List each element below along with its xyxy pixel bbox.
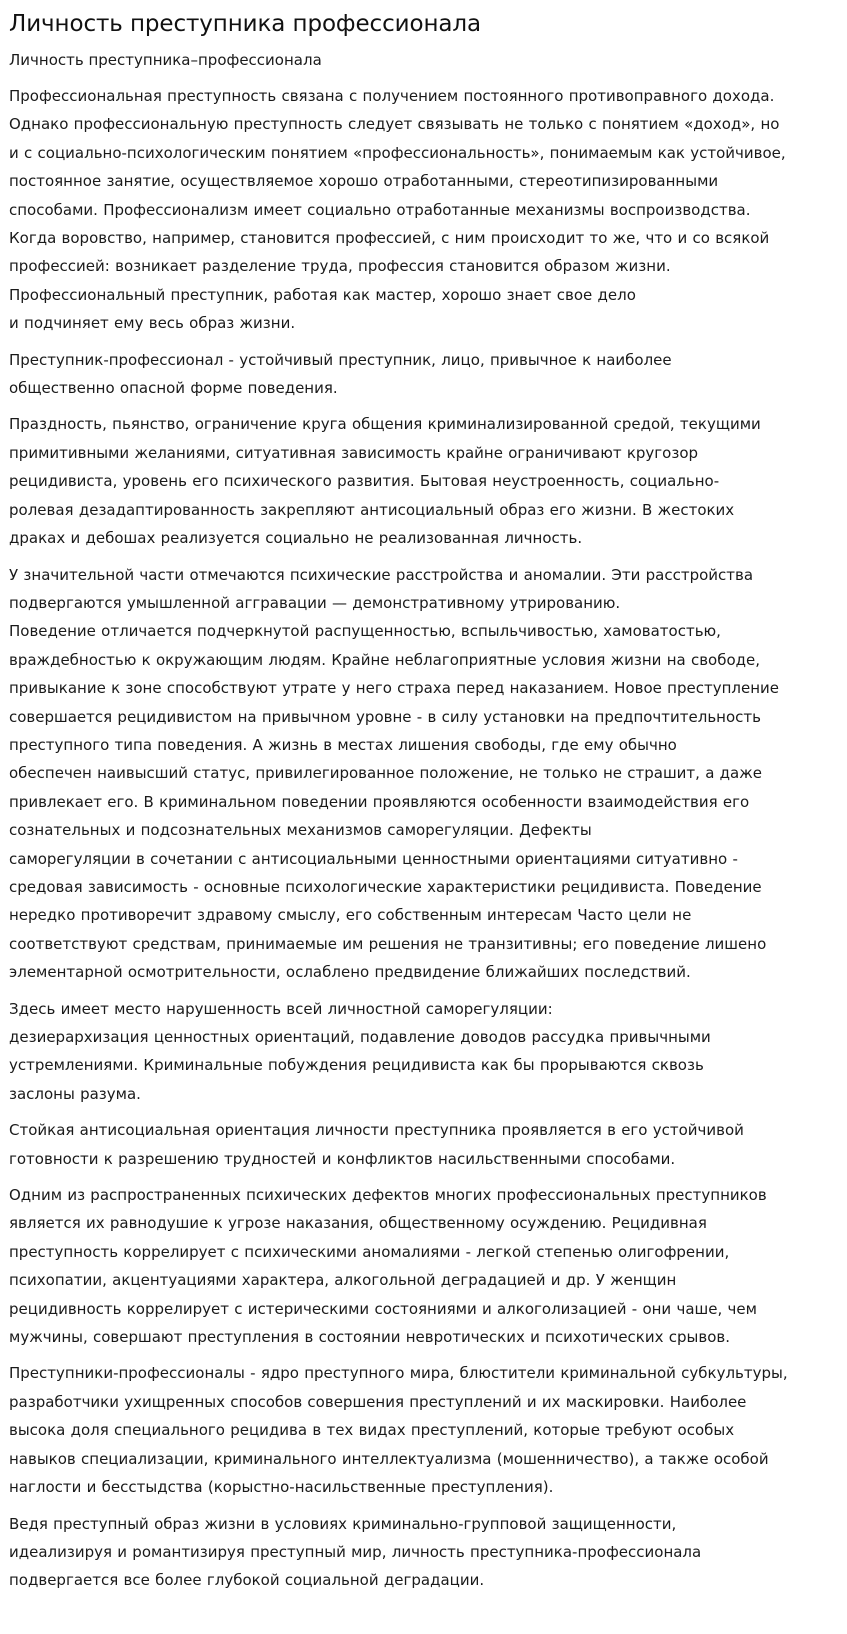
paragraph-line: мужчины, совершают преступления в состоянии невротических и психотических срывов. — [9, 1328, 730, 1347]
paragraph — [9, 1116, 838, 1173]
paragraph-line: подвергается все более глубокой социальной деградации. — [9, 1571, 485, 1590]
paragraph-line: способами. Профессионализм имеет социально отработанные механизмы воспроизводства. — [9, 200, 751, 219]
paragraph-line: враждебностью к окружающим людям. Крайне неблагоприятные условия жизни на свободе, — [9, 650, 761, 669]
paragraph-line: идеализируя и романтизируя преступный мир, личность преступника-профессионала — [9, 1542, 702, 1561]
paragraph-line: драках и дебошах реализуется социально не реализованная личность. — [9, 529, 583, 548]
paragraph-line: обеспечен наивысший статус, привилегированное положение, не только не страшит, а даже — [9, 764, 762, 783]
paragraph — [9, 346, 838, 403]
paragraph-line: привыкание к зоне способствуют утрате у него страха перед наказанием. Новое преступление — [9, 679, 779, 698]
paragraph-line: нередко противоречит здравому смыслу, его собственным интересам Часто цели не — [9, 906, 692, 925]
paragraph-line: преступного типа поведения. А жизнь в местах лишения свободы, где ему обычно — [9, 735, 677, 754]
paragraph-line: Профессиональный преступник, работая как мастер, хорошо знает свое дело — [9, 285, 636, 304]
paragraph — [9, 561, 838, 987]
paragraph — [9, 82, 838, 338]
paragraph-line: рецидивиста, уровень его психического развития. Бытовая неустроенность, социально- — [9, 472, 720, 491]
paragraph-line: Ведя преступный образ жизни в условиях криминально-групповой защищенности, — [9, 1514, 677, 1533]
paragraph — [9, 995, 838, 1109]
paragraph-line: Одним из распространенных психических дефектов многих профессиональных преступников — [9, 1186, 767, 1205]
paragraph-line: дезиерархизация ценностных ориентаций, подавление доводов рассудка привычными — [9, 1028, 711, 1046]
paragraph-line: навыков специализации, криминального интеллектуализма (мошенничество), а также особой — [9, 1449, 769, 1468]
paragraph-line: является их равнодушие к угрозе наказания, общественному осуждению. Рецидивная — [9, 1214, 707, 1233]
paragraph-line: Здесь имеет место нарушенность всей личностной саморегуляции: — [9, 999, 553, 1018]
paragraph-line: заслоны разума. — [9, 1084, 141, 1103]
paragraph-line: соответствуют средствам, принимаемые им решения не транзитивны; его поведение лишено — [9, 934, 767, 953]
paragraph-line: и подчиняет ему весь образ жизни. — [9, 314, 296, 333]
paragraph-line: психопатии, акцентуациями характера, алкогольной деградацией и др. У женщин — [9, 1271, 677, 1290]
paragraph-line: У значительной части отмечаются психические расстройства и аномалии. Эти расстройства — [9, 565, 754, 584]
article-body — [9, 82, 838, 1595]
paragraph-line: преступность коррелирует с психическими аномалиями - легкой степенью олигофрении, — [9, 1242, 730, 1261]
paragraph-line: Преступник-профессионал - устойчивый преступник, лицо, привычное к наиболее — [9, 350, 672, 369]
paragraph — [9, 1359, 838, 1501]
paragraph-line: ролевая дезадаптированность закрепляют антисоциальный образ его жизни. В жестоких — [9, 500, 735, 519]
page-subtitle: Личность преступника–профессионала — [9, 51, 322, 69]
paragraph-line: Профессиональная преступность связана с получением постоянного противоправного дохода. — [9, 87, 775, 105]
page-title: Личность преступника профессионала — [9, 11, 481, 37]
paragraph-line: саморегуляции в сочетании с антисоциальными ценностными ориентациями ситуативно - — [9, 849, 738, 868]
paragraph-line: разработчики ухищренных способов совершения преступлений и их маскировки. Наиболее — [9, 1392, 747, 1411]
paragraph — [9, 410, 838, 552]
paragraph-line: подвергаются умышленной аггравации — демонстративному утрированию. — [9, 593, 621, 612]
paragraph-line: Праздность, пьянство, ограничение круга общения криминализированной средой, текущими — [9, 415, 761, 434]
paragraph-line: постоянное занятие, осуществляемое хорошо отработанными, стереотипизированными — [9, 172, 719, 191]
paragraph-line: профессией: возникает разделение труда, профессия становится образом жизни. — [9, 257, 671, 276]
paragraph-line: рецидивность коррелирует с истерическими состояниями и алкоголизацией - они чаше, чем — [9, 1299, 757, 1318]
paragraph-line: элементарной осмотрительности, ослаблено предвидение ближайших последствий. — [9, 963, 691, 982]
paragraph-line: Поведение отличается подчеркнутой распущенностью, вспыльчивостью, хамоватостью, — [9, 622, 721, 641]
paragraph-line: устремлениями. Криминальные побуждения рецидивиста как бы прорываются сквозь — [9, 1056, 704, 1075]
paragraph-line: и с социально-психологическим понятием «профессиональность», понимаемым как устойчивое, — [9, 143, 786, 162]
paragraph — [9, 1510, 838, 1595]
paragraph-line: совершается рецидивистом на привычном уровне - в силу установки на предпочтительность — [9, 707, 761, 726]
paragraph-line: Когда воровство, например, становится профессией, с ним происходит то же, что и со всякой — [9, 229, 770, 248]
paragraph-line: Преступники-профессионалы - ядро преступного мира, блюстители криминальной субкультуры, — [9, 1364, 788, 1383]
paragraph — [9, 1181, 838, 1351]
paragraph-line: средовая зависимость - основные психологические характеристики рецидивиста. Поведение — [9, 877, 762, 896]
paragraph-line: примитивными желаниями, ситуативная зависимость крайне ограничивают кругозор — [9, 443, 699, 462]
paragraph-line: Однако профессиональную преступность следует связывать не только с понятием «доход», но — [9, 115, 780, 134]
paragraph-line: сознательных и подсознательных механизмов саморегуляции. Дефекты — [9, 821, 592, 840]
paragraph-line: общественно опасной форме поведения. — [9, 379, 338, 398]
paragraph-line: наглости и бесстыдства (корыстно-насильственные преступления). — [9, 1478, 554, 1497]
paragraph-line: привлекает его. В криминальном поведении проявляются особенности взаимодействия его — [9, 792, 750, 811]
paragraph-line: готовности к разрешению трудностей и конфликтов насильственными способами. — [9, 1149, 676, 1168]
paragraph-line: высока доля специального рецидива в тех видах преступлений, которые требуют особых — [9, 1421, 735, 1440]
paragraph-line: Стойкая антисоциальная ориентация личности преступника проявляется в его устойчивой — [9, 1121, 744, 1140]
